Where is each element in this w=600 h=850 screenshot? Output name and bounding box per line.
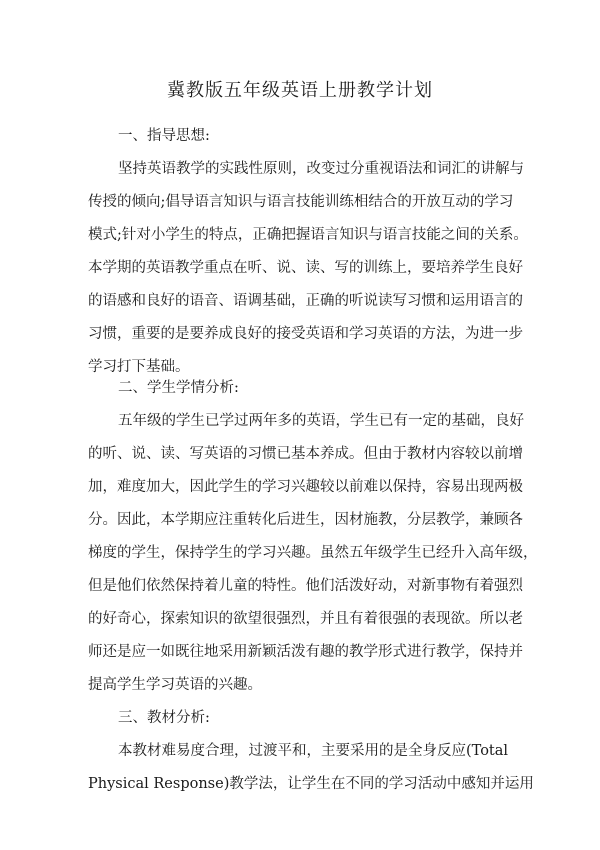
section-heading-3: 三、教材分析: (118, 710, 210, 726)
paragraph-line: 分。因此，本学期应注重转化后进生，因材施教，分层教学，兼顾各 (88, 512, 523, 528)
paragraph-line: 但是他们依然保持着儿童的特性。他们活泼好动，对新事物有着强烈 (88, 578, 523, 594)
paragraph-line: 加，难度加大，因此学生的学习兴趣较以前难以保持，容易出现两极 (88, 479, 523, 495)
paragraph-line: 提高学生学习英语的兴趣。 (88, 677, 262, 693)
paragraph-line: 五年级的学生已学过两年多的英语，学生已有一定的基础，良好 (118, 413, 524, 429)
paragraph-line: 的听、说、读、写英语的习惯已基本养成。但由于教材内容较以前增 (88, 446, 523, 462)
paragraph-line: 的语感和良好的语音、语调基础，正确的听说读写习惯和运用语言的 (88, 293, 523, 309)
paragraph-line: 坚持英语教学的实践性原则，改变过分重视语法和词汇的讲解与 (118, 161, 524, 177)
document-title: 冀教版五年级英语上册教学计划 (167, 80, 433, 101)
paragraph-line: 本学期的英语教学重点在听、说、读、写的训练上，要培养学生良好 (88, 260, 523, 276)
paragraph-line: 梯度的学生，保持学生的学习兴趣。虽然五年级学生已经升入高年级， (88, 545, 538, 561)
paragraph-line: 学习打下基础。 (88, 359, 190, 375)
paragraph-line: 的好奇心，探索知识的欲望很强烈，并且有着很强的表现欲。所以老 (88, 611, 523, 627)
paragraph-line: 传授的倾向;倡导语言知识与语言技能训练相结合的开放互动的学习 (88, 194, 514, 210)
section-heading-1: 一、指导思想: (118, 128, 210, 144)
section-heading-2: 二、学生学情分析: (118, 380, 239, 396)
paragraph-line: 模式;针对小学生的特点，正确把握语言知识与语言技能之间的关系。 (88, 227, 528, 243)
paragraph-line: 本教材难易度合理，过渡平和，主要采用的是全身反应(Total (118, 743, 509, 759)
paragraph-line: 师还是应一如既往地采用新颖活泼有趣的教学形式进行教学，保持并 (88, 644, 523, 660)
paragraph-line: Physical Response)教学法，让学生在不同的学习活动中感知并运用 (88, 776, 534, 792)
paragraph-line: 习惯，重要的是要养成良好的接受英语和学习英语的方法，为进一步 (88, 326, 523, 342)
